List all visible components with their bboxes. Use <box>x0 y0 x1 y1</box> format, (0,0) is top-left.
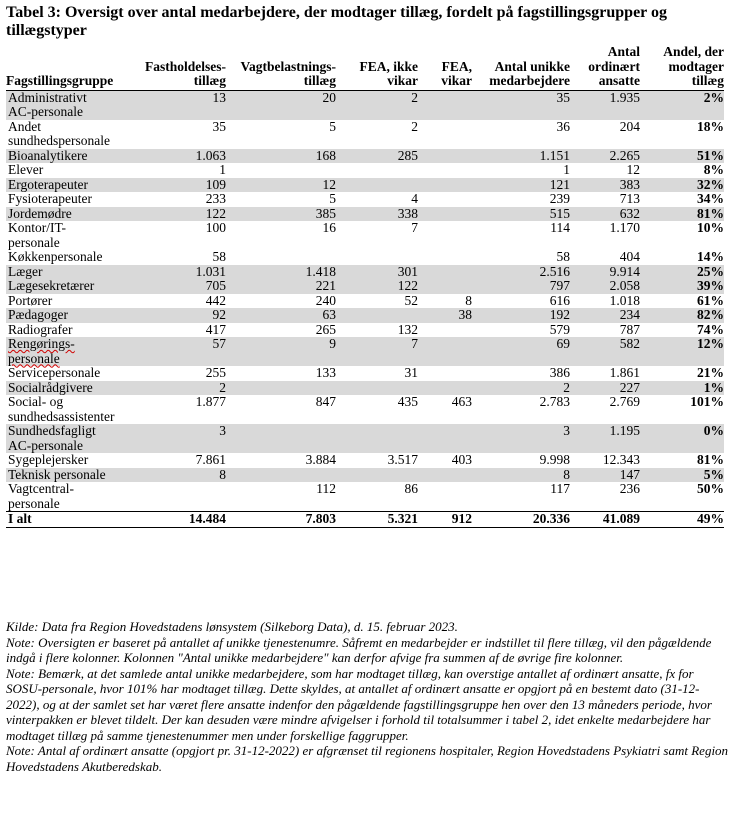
cell-c5: 35 <box>472 90 570 120</box>
table-row <box>6 468 724 483</box>
table-row <box>6 279 724 294</box>
cell-c2: 63 <box>226 308 336 323</box>
cell-c3: 52 <box>404 292 418 308</box>
row-label: Læger <box>6 265 131 280</box>
cell-c6: 1.170 <box>609 220 640 235</box>
row-label: Bioanalytikere <box>6 149 131 164</box>
cell-c6: 227 <box>570 381 640 396</box>
cell-c2 <box>226 468 336 483</box>
cell-c4: 403 <box>451 452 472 467</box>
cell-c3: 3.517 <box>387 452 418 467</box>
cell-c2: 221 <box>226 279 336 294</box>
cell-c4: 8 <box>465 292 472 308</box>
cell-c3 <box>336 424 418 453</box>
cell-c5: 8 <box>472 468 570 483</box>
table-row <box>6 294 724 309</box>
cell-c1: 3 <box>131 424 226 453</box>
note-exceeding: Note: Bemærk, at det samlede antal unikke medarbejdere, som har modtaget tillæg, kan overstige antallet af ordinært ansatte, fx for SOSU-personale, hvor 101% har modtaget tillæg. Dette skyldes, at antallet af ordinært ansatte er opgjort på en bestemt dato (31-12-2022), og at der samlet set har været flere ansatte indenfor den pågældende fagstillingsgruppe hen over den 13 måneders periode, hvor vinterpakken er blevet tildelt. Der kan desuden være mindre afvigelser i forhold til totalsummer i tabel 2, idet enkelte medarbejdere har modtaget tillæg på samme tjenestenummer men under forskellige faggrupper. <box>6 665 712 743</box>
cell-c1: 122 <box>131 207 226 222</box>
cell-c6: 632 <box>570 207 640 222</box>
cell-c5: 579 <box>549 321 570 337</box>
cell-c7: 2% <box>640 90 724 120</box>
cell-c7: 34% <box>697 191 724 206</box>
cell-c1: 2 <box>131 381 226 396</box>
cell-c6: 2.265 <box>570 149 640 164</box>
cell-c5: 797 <box>472 279 570 294</box>
cell-c5: 121 <box>472 178 570 193</box>
cell-c6: 204 <box>619 118 640 134</box>
cell-c3: 132 <box>397 321 418 337</box>
cell-c4 <box>418 366 472 381</box>
table-row <box>6 149 724 164</box>
cell-c2: 240 <box>315 292 336 308</box>
row-label: Kontor/IT- personale <box>8 220 66 250</box>
table-row <box>6 265 724 280</box>
cell-c5: 117 <box>550 481 570 496</box>
cell-c7: 21% <box>697 365 724 380</box>
cell-c2: 112 <box>316 481 336 496</box>
cell-c3 <box>336 381 418 396</box>
cell-c4: 463 <box>451 394 472 409</box>
cell-c4 <box>418 207 472 222</box>
row-label: Sundhedsfagligt AC-personale <box>6 424 131 453</box>
total-row <box>6 512 724 528</box>
cell-c6: 1.018 <box>609 292 640 308</box>
cell-c2: 7.803 <box>226 512 336 528</box>
table-row <box>6 163 724 178</box>
cell-c4 <box>418 149 472 164</box>
header-fastholdelse: Fastholdelses- tillæg <box>131 45 226 90</box>
cell-c3 <box>336 178 418 193</box>
row-label: I alt <box>6 512 131 528</box>
cell-c1: 8 <box>131 468 226 483</box>
header-fea-vikar: FEA, vikar <box>418 45 472 90</box>
cell-c4 <box>418 381 472 396</box>
cell-c7: 51% <box>640 149 724 164</box>
cell-c2: 385 <box>226 207 336 222</box>
cell-c4: 912 <box>418 512 472 528</box>
table-row <box>6 120 724 149</box>
cell-c2 <box>226 163 336 178</box>
cell-c4 <box>418 265 472 280</box>
cell-c2: 168 <box>226 149 336 164</box>
cell-c3: 122 <box>336 279 418 294</box>
row-label: Fysioterapeuter <box>8 191 92 206</box>
header-fea-ikke-vikar: FEA, ikke vikar <box>336 45 418 90</box>
cell-c1: 705 <box>131 279 226 294</box>
row-label: Administrativt AC-personale <box>6 90 131 120</box>
cell-c5: 192 <box>472 308 570 323</box>
cell-c3 <box>336 308 418 323</box>
cell-c7: 5% <box>640 468 724 483</box>
cell-c4 <box>418 120 472 149</box>
row-label: Vagtcentral- personale <box>8 481 74 511</box>
cell-c6: 147 <box>570 468 640 483</box>
cell-c6: 12.343 <box>602 452 640 467</box>
table-row <box>6 424 724 453</box>
cell-c3: 301 <box>336 265 418 280</box>
row-label: Køkkenpersonale <box>8 249 103 264</box>
cell-c5: 20.336 <box>472 512 570 528</box>
cell-c7: 61% <box>697 292 724 308</box>
cell-c2: 1.418 <box>226 265 336 280</box>
header-row <box>6 45 724 90</box>
cell-c1 <box>131 482 226 512</box>
header-andel: Andel, der modtager tillæg <box>640 45 724 90</box>
cell-c5: 9.998 <box>539 452 570 467</box>
cell-c1: 255 <box>205 365 226 380</box>
cell-c1: 1.877 <box>195 394 226 409</box>
cell-c1: 35 <box>212 118 226 134</box>
row-label: Andet sundhedspersonale <box>8 118 110 148</box>
cell-c4 <box>418 482 472 512</box>
row-label: Rengørings- personale <box>6 337 131 366</box>
note-columns: Note: Oversigten er baseret på antallet af unikke tjenestenumre. Såfremt en medarbejder er indstillet til flere tillæg, vil den pågældende indgå i flere kolonner. Kolonnen "Antal unikke medarbejdere" kan derfor afvige fra summen af de øvrige fire kolonner. <box>6 634 712 665</box>
source-note: Kilde: Data fra Region Hovedstadens lønsystem (Silkeborg Data), d. 15. februar 2023. <box>6 619 458 634</box>
data-table <box>6 45 724 528</box>
table-row <box>6 337 724 366</box>
cell-c4 <box>418 468 472 483</box>
cell-c2: 847 <box>315 394 336 409</box>
cell-c1: 14.484 <box>131 512 226 528</box>
cell-c5: 1 <box>563 162 570 177</box>
cell-c7: 101% <box>690 394 724 409</box>
table-row <box>6 178 724 193</box>
cell-c4: 38 <box>418 308 472 323</box>
cell-c4 <box>418 90 472 120</box>
cell-c3: 7 <box>336 337 418 366</box>
cell-c5: 3 <box>472 424 570 453</box>
cell-c2: 20 <box>226 90 336 120</box>
cell-c7: 18% <box>697 118 724 134</box>
cell-c1: 57 <box>131 337 226 366</box>
cell-c2: 3.884 <box>305 452 336 467</box>
table-row <box>6 308 724 323</box>
row-label: Sygeplejersker <box>8 452 89 467</box>
cell-c2 <box>226 381 336 396</box>
row-label: Social- og sundhedsassistenter <box>8 394 115 424</box>
cell-c6: 41.089 <box>570 512 640 528</box>
cell-c7: 0% <box>640 424 724 453</box>
header-vagtbelastning: Vagtbelastnings- tillæg <box>226 45 336 90</box>
cell-c4 <box>418 163 472 178</box>
cell-c4 <box>418 221 472 250</box>
cell-c5: 2 <box>472 381 570 396</box>
cell-c6: 404 <box>619 249 640 264</box>
cell-c3: 31 <box>404 365 418 380</box>
cell-c3 <box>336 468 418 483</box>
cell-c4 <box>418 250 472 265</box>
cell-c6: 12 <box>626 162 640 177</box>
header-unikke-medarbejdere: Antal unikke medarbejdere <box>472 45 570 90</box>
cell-c4 <box>418 323 472 338</box>
cell-c5: 36 <box>556 118 570 134</box>
cell-c3: 2 <box>336 90 418 120</box>
cell-c6: 383 <box>570 178 640 193</box>
cell-c1: 1.031 <box>131 265 226 280</box>
cell-c2 <box>226 250 336 265</box>
cell-c7: 10% <box>697 220 724 235</box>
cell-c1: 58 <box>212 249 226 264</box>
cell-c4 <box>418 178 472 193</box>
cell-c3: 7 <box>411 220 418 235</box>
cell-c6: 1.935 <box>570 90 640 120</box>
cell-c2: 16 <box>322 220 336 235</box>
cell-c5: 69 <box>472 337 570 366</box>
cell-c5: 386 <box>549 365 570 380</box>
cell-c2: 5 <box>329 118 336 134</box>
cell-c7: 12% <box>640 337 724 366</box>
cell-c6: 582 <box>570 337 640 366</box>
cell-c3: 285 <box>336 149 418 164</box>
header-group: Fagstillingsgruppe <box>6 45 131 90</box>
cell-c3: 4 <box>411 191 418 206</box>
cell-c5: 239 <box>549 191 570 206</box>
cell-c1: 13 <box>131 90 226 120</box>
row-label: Jordemødre <box>6 207 131 222</box>
note-scope: Note: Antal af ordinært ansatte (opgjort pr. 31-12-2022) er afgrænset til regionens hospitaler, Region Hovedstadens Psykiatri samt Region Hovedstadens Akutberedskab. <box>6 743 729 774</box>
row-label: Elever <box>8 162 44 177</box>
cell-c1: 417 <box>205 321 226 337</box>
cell-c7: 32% <box>640 178 724 193</box>
row-label: Pædagoger <box>6 308 131 323</box>
cell-c3: 435 <box>397 394 418 409</box>
header-ordinaert-ansatte: Antal ordinært ansatte <box>570 45 640 90</box>
cell-c4 <box>418 279 472 294</box>
cell-c3: 2 <box>411 118 418 134</box>
cell-c5: 616 <box>549 292 570 308</box>
table-row <box>6 250 724 265</box>
cell-c7: 25% <box>640 265 724 280</box>
cell-c6: 713 <box>619 191 640 206</box>
cell-c5: 1.151 <box>472 149 570 164</box>
cell-c6: 1.861 <box>609 365 640 380</box>
cell-c1: 100 <box>205 220 226 235</box>
cell-c7: 81% <box>640 207 724 222</box>
table-row <box>6 453 724 468</box>
cell-c1: 233 <box>205 191 226 206</box>
table-row <box>6 366 724 381</box>
cell-c6: 2.769 <box>609 394 640 409</box>
cell-c7: 1% <box>640 381 724 396</box>
cell-c5: 515 <box>472 207 570 222</box>
cell-c1: 7.861 <box>195 452 226 467</box>
cell-c2: 133 <box>315 365 336 380</box>
row-label: Teknisk personale <box>6 468 131 483</box>
cell-c7: 82% <box>640 308 724 323</box>
cell-c5: 114 <box>550 220 570 235</box>
table-title: Tabel 3: Oversigt over antal medarbejdere, der modtager tillæg, fordelt på fagstillingsgrupper og tillægstyper <box>6 4 667 39</box>
cell-c5: 2.783 <box>539 394 570 409</box>
table-row <box>6 90 724 120</box>
table-row <box>6 323 724 338</box>
cell-c4 <box>418 424 472 453</box>
row-label: Radiografer <box>8 321 73 337</box>
cell-c4 <box>418 337 472 366</box>
cell-c7: 8% <box>703 162 724 177</box>
cell-c7: 50% <box>697 481 724 496</box>
row-label: Lægesekretærer <box>6 279 131 294</box>
cell-c1: 1 <box>219 162 226 177</box>
table-row <box>6 381 724 396</box>
cell-c5: 58 <box>556 249 570 264</box>
row-label: Portører <box>8 292 53 308</box>
cell-c6: 9.914 <box>570 265 640 280</box>
cell-c7: 14% <box>697 249 724 264</box>
cell-c5: 2.516 <box>472 265 570 280</box>
cell-c3 <box>336 163 418 178</box>
cell-c1: 1.063 <box>131 149 226 164</box>
cell-c2: 265 <box>315 321 336 337</box>
cell-c7: 81% <box>697 452 724 467</box>
cell-c3: 338 <box>336 207 418 222</box>
cell-c3: 86 <box>404 481 418 496</box>
notes <box>6 619 732 774</box>
cell-c4 <box>418 192 472 207</box>
row-label: Ergoterapeuter <box>6 178 131 193</box>
cell-c3 <box>336 250 418 265</box>
cell-c7: 74% <box>697 321 724 337</box>
table-row <box>6 207 724 222</box>
table-row <box>6 482 724 512</box>
cell-c7: 39% <box>640 279 724 294</box>
table-row <box>6 395 724 424</box>
cell-c1: 442 <box>205 292 226 308</box>
cell-c1: 109 <box>131 178 226 193</box>
cell-c6: 787 <box>619 321 640 337</box>
row-label: Socialrådgivere <box>6 381 131 396</box>
cell-c7: 49% <box>640 512 724 528</box>
cell-c6: 1.195 <box>570 424 640 453</box>
cell-c2: 12 <box>226 178 336 193</box>
cell-c2 <box>226 424 336 453</box>
cell-c2: 9 <box>226 337 336 366</box>
cell-c6: 236 <box>619 481 640 496</box>
table-row <box>6 192 724 207</box>
cell-c3: 5.321 <box>336 512 418 528</box>
cell-c6: 234 <box>570 308 640 323</box>
cell-c1: 92 <box>131 308 226 323</box>
cell-c2: 5 <box>329 191 336 206</box>
row-label: Servicepersonale <box>8 365 101 380</box>
cell-c6: 2.058 <box>570 279 640 294</box>
table-row <box>6 221 724 250</box>
